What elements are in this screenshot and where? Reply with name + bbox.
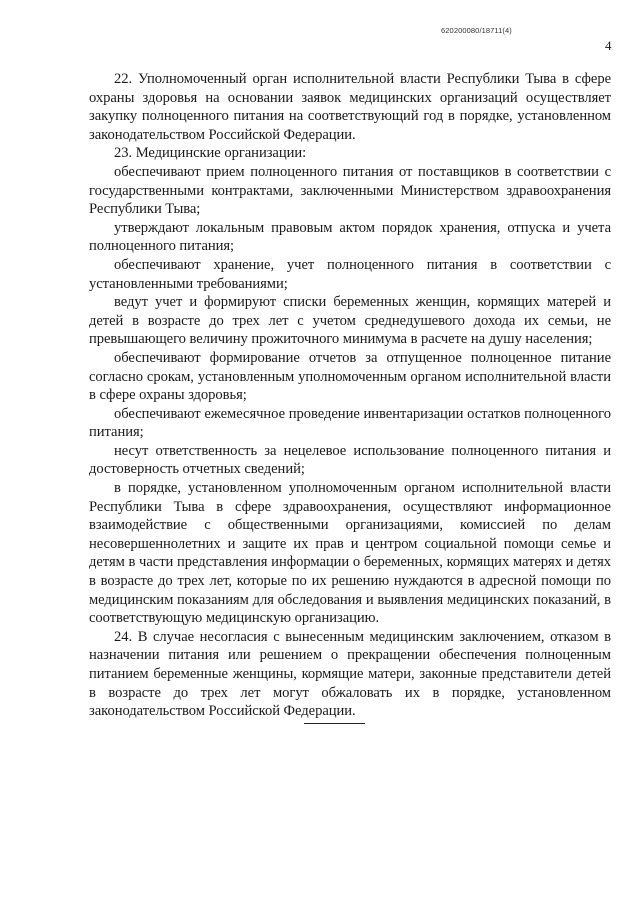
list-item: утверждают локальным правовым актом порядок хранения, отпуска и учета полноценного питания; [89,219,611,255]
closing-divider [304,723,365,724]
document-body [89,70,611,721]
paragraph-24: 24. В случае несогласия с вынесенным медицинским заключением, отказом в назначении питания или решением о прекращении обеспечения полноценным питанием беременные женщины, кормящие матери, законные представители детей в возрасте до трех лет могут обжаловать их в порядке, установленном законодательством Российской Федерации. [89,628,611,720]
list-item: ведут учет и формируют списки беременных женщин, кормящих матерей и детей в возрасте до трех лет с учетом среднедушевого дохода их семьи, не превышающего величину прожиточного минимума в расчете на душу населения; [89,294,611,348]
list-item: обеспечивают формирование отчетов за отпущенное полноценное питание согласно срокам, установленным уполномоченным органом исполнительной власти в сфере охраны здоровья; [89,349,611,404]
paragraph-22: 22. Уполномоченный орган исполнительной власти Республики Тыва в сфере охраны здоровья на основании заявок медицинских организаций осуществляет закупку полноценного питания на соответствующий год в порядке, установленном законодательством Российской Федерации. [89,71,611,143]
page-number: 4 [605,38,612,53]
list-item: обеспечивают прием полноценного питания от поставщиков в соответствии с государственными контрактами, заключенными Министерством здравоохранения Республики Тыва; [89,163,611,218]
list-item: в порядке, установленном уполномоченным органом исполнительной власти Республики Тыва в сфере здравоохранения, осуществляют информационное взаимодействие с общественными организациями, комиссией по делам несовершеннолетних и защите их прав и центром социальной помощи семье и детям в части представления информации о беременных, кормящих матерях и детях в возрасте до трех лет, которые по их решению нуждаются в адресной помощи по медицинским показаниям для обследования и выявления медицинских показаний, в соответствующую медицинскую организацию. [89,480,611,627]
list-item: несут ответственность за нецелевое использование полноценного питания и достоверность отчетных сведений; [89,442,611,478]
document-registration-id: 620200080/18711(4) [441,26,512,35]
list-item: обеспечивают хранение, учет полноценного питания в соответствии с установленными требованиями; [89,256,611,292]
list-item: обеспечивают ежемесячное проведение инвентаризации остатков полноценного питания; [89,405,611,441]
paragraph-23-heading: 23. Медицинские организации: [114,145,307,162]
